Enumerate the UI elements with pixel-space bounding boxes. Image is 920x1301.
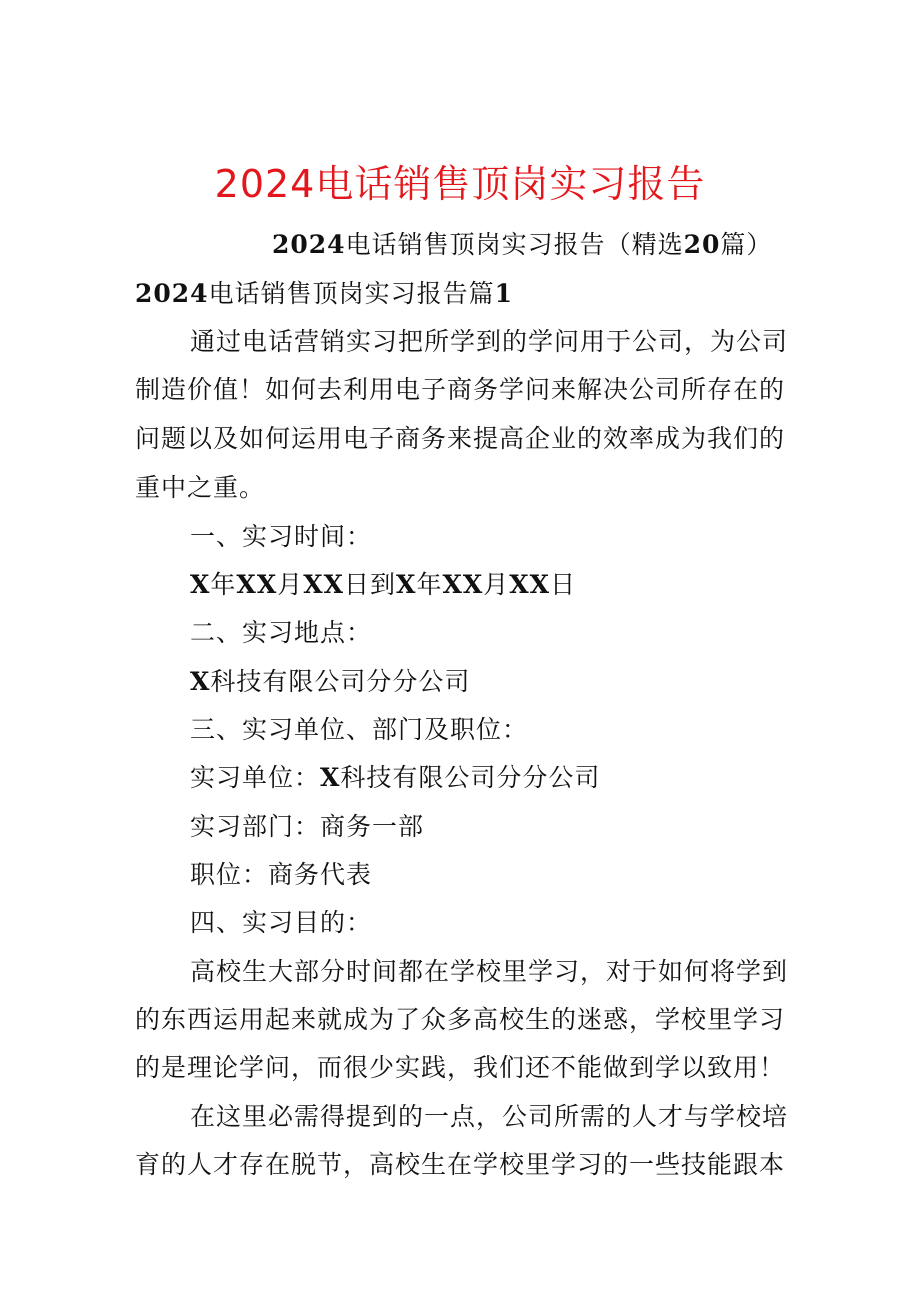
item-value-department: 实习部门：商务一部 xyxy=(190,812,425,841)
paragraph-line: 育的人才存在脱节，高校生在学校里学习的一些技能跟本 xyxy=(135,1150,786,1179)
item-value-unit: 实习单位：X科技有限公司分分公司 xyxy=(190,763,601,792)
section-heading: 2024电话销售顶岗实习报告篇1 xyxy=(135,279,514,308)
item-value-time: X年XX月XX日到X年XX月XX日 xyxy=(190,570,577,599)
paragraph-line: 问题以及如何运用电子商务来提高企业的效率成为我们的 xyxy=(135,424,786,453)
paragraph-line: 的是理论学问，而很少实践，我们还不能做到学以致用！ xyxy=(135,1053,786,1082)
item-heading-purpose: 四、实习目的： xyxy=(190,908,373,937)
document-title: 2024电话销售顶岗实习报告 xyxy=(214,162,706,206)
paragraph-line: 制造价值！如何去利用电子商务学问来解决公司所存在的 xyxy=(135,375,786,404)
item-heading-unit: 三、实习单位、部门及职位： xyxy=(190,715,529,744)
item-heading-time: 一、实习时间： xyxy=(190,522,373,551)
paragraph-line: 的东西运用起来就成为了众多高校生的迷惑，学校里学习 xyxy=(135,1005,786,1034)
paragraph-line: 在这里必需得提到的一点，公司所需的人才与学校培 xyxy=(190,1102,789,1131)
item-heading-location: 二、实习地点： xyxy=(190,618,373,647)
item-value-position: 职位：商务代表 xyxy=(190,860,373,889)
paragraph-line: 通过电话营销实习把所学到的学问用于公司，为公司 xyxy=(190,327,789,356)
item-value-location: X科技有限公司分分公司 xyxy=(190,667,471,696)
document-subtitle: 2024电话销售顶岗实习报告（精选20篇） xyxy=(272,230,773,259)
paragraph-line: 高校生大部分时间都在学校里学习，对于如何将学到 xyxy=(190,957,789,986)
paragraph-line: 重中之重。 xyxy=(135,473,266,502)
